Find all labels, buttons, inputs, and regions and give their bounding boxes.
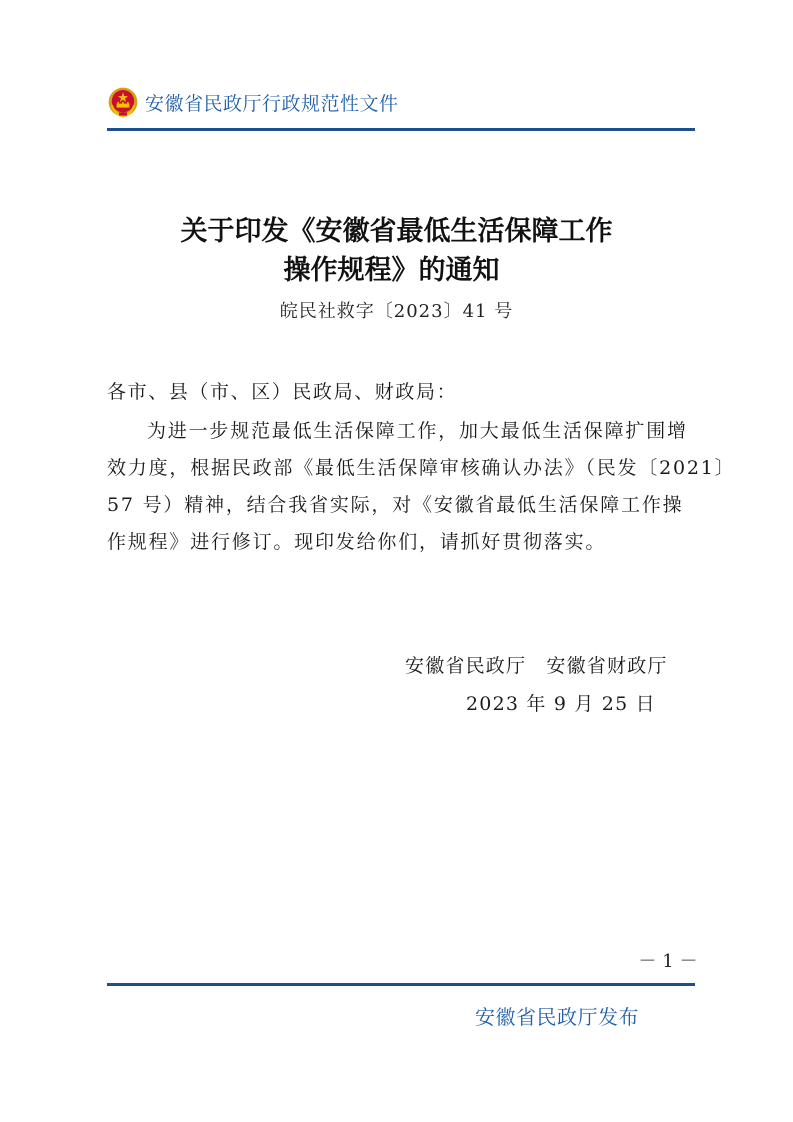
issue-date: 2023 年 9 月 25 日 xyxy=(466,693,656,715)
header-divider xyxy=(107,128,695,131)
header-title: 安徽省民政厅行政规范性文件 xyxy=(145,92,399,115)
body-line: 效力度，根据民政部《最低生活保障审核确认办法》（民发〔2021〕 xyxy=(107,457,736,479)
footer-divider xyxy=(107,983,695,986)
salutation: 各市、县（市、区）民政局、财政局： xyxy=(107,381,458,403)
issuing-authorities: 安徽省民政厅 安徽省财政厅 xyxy=(405,655,668,677)
document-header xyxy=(107,84,399,120)
document-title-line2: 操作规程》的通知 xyxy=(283,255,500,286)
body-line: 57 号）精神，结合我省实际，对《安徽省最低生活保障工作操 xyxy=(107,494,684,516)
national-emblem-icon xyxy=(107,86,139,118)
document-title-line1: 关于印发《安徽省最低生活保障工作 xyxy=(180,216,613,247)
body-line: 为进一步规范最低生活保障工作，加大最低生活保障扩围增 xyxy=(147,420,688,442)
footer-publisher: 安徽省民政厅发布 xyxy=(475,1005,639,1029)
body-line: 作规程》进行修订。现印发给你们，请抓好贯彻落实。 xyxy=(107,531,607,553)
page-number: － 1 － xyxy=(638,951,698,972)
document-number: 皖民社救字〔2023〕41 号 xyxy=(279,301,514,322)
